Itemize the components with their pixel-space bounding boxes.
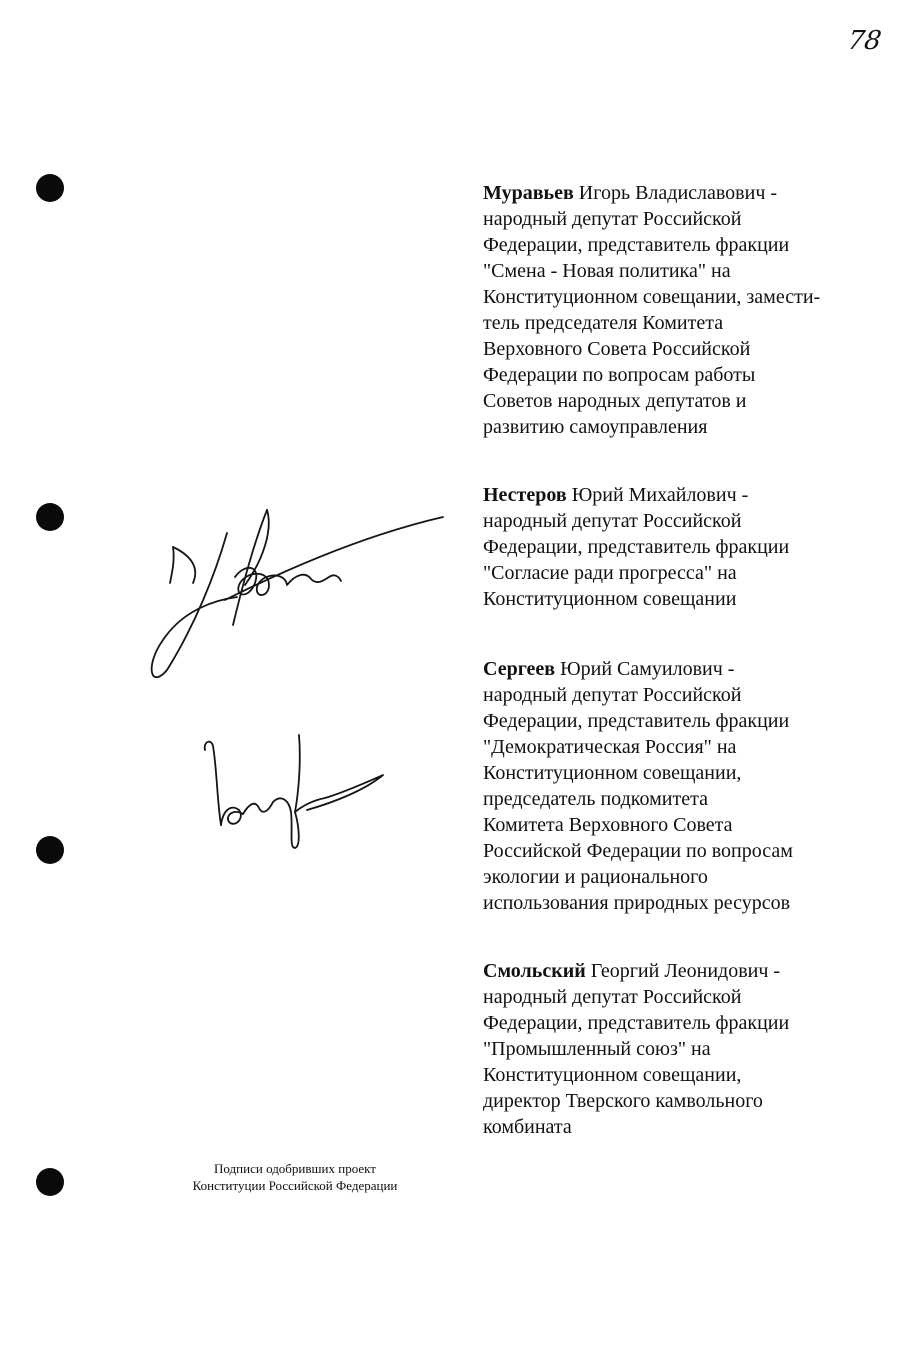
entry-line: развитию самоуправления <box>483 416 708 438</box>
signature-sergeev <box>195 730 395 855</box>
entry-line: Российской Федерации по вопросам <box>483 840 793 862</box>
entry-line: Федерации, представитель фракции <box>483 536 790 558</box>
entry-muravyov <box>483 180 878 440</box>
entry-sergeev <box>483 656 878 916</box>
punch-hole <box>36 836 64 864</box>
entry-name: Игорь Владиславович - <box>573 182 778 204</box>
entry-line: Федерации, представитель фракции <box>483 234 790 256</box>
punch-hole <box>36 1168 64 1196</box>
entry-line: народный депутат Российской <box>483 986 742 1008</box>
entry-line: Комитета Верховного Совета <box>483 814 733 836</box>
entry-smolsky <box>483 958 878 1140</box>
entry-name: Юрий Михайлович - <box>566 484 749 506</box>
entry-line: Конституционном совещании, замести- <box>483 286 821 308</box>
footer-line: Конституции Российской Федерации <box>192 1178 398 1193</box>
entry-line: Федерации, представитель фракции <box>483 1012 790 1034</box>
entry-surname: Смольский <box>483 960 586 982</box>
page-number: 78 <box>845 26 884 56</box>
signature-nesterov <box>145 505 445 685</box>
entry-line: "Демократическая Россия" на <box>483 736 737 758</box>
entry-line: тель председателя Комитета <box>483 312 724 334</box>
entry-name: Юрий Самуилович - <box>555 658 735 680</box>
entry-line: экологии и рационального <box>483 866 708 888</box>
entry-line: "Смена - Новая политика" на <box>483 260 731 282</box>
entry-heading <box>483 656 878 682</box>
entry-line: народный депутат Российской <box>483 684 742 706</box>
entry-heading <box>483 958 878 984</box>
entry-heading <box>483 482 878 508</box>
entry-line: народный депутат Российской <box>483 208 742 230</box>
entry-line: директор Тверского камвольного <box>483 1090 763 1112</box>
entry-name: Георгий Леонидович - <box>585 960 781 982</box>
entry-line: комбината <box>483 1116 572 1138</box>
entry-line: Советов народных депутатов и <box>483 390 747 412</box>
entry-line: народный депутат Российской <box>483 510 742 532</box>
entry-line: "Промышленный союз" на <box>483 1038 711 1060</box>
entry-nesterov <box>483 482 878 612</box>
entry-line: Конституционном совещании, <box>483 762 742 784</box>
entry-surname: Сергеев <box>483 658 556 680</box>
punch-hole <box>36 174 64 202</box>
footer-caption <box>150 1160 440 1194</box>
punch-hole <box>36 503 64 531</box>
entry-line: Конституционном совещании, <box>483 1064 742 1086</box>
entry-line: Федерации по вопросам работы <box>483 364 756 386</box>
entry-line: "Согласие ради прогресса" на <box>483 562 737 584</box>
entry-heading <box>483 180 878 206</box>
entry-line: Конституционном совещании <box>483 588 737 610</box>
entry-surname: Нестеров <box>483 484 567 506</box>
entry-line: председатель подкомитета <box>483 788 708 810</box>
footer-line: Подписи одобривших проект <box>214 1161 376 1176</box>
entry-surname: Муравьев <box>483 182 574 204</box>
entry-line: Верховного Совета Российской <box>483 338 751 360</box>
entry-line: использования природных ресурсов <box>483 892 791 914</box>
entry-line: Федерации, представитель фракции <box>483 710 790 732</box>
